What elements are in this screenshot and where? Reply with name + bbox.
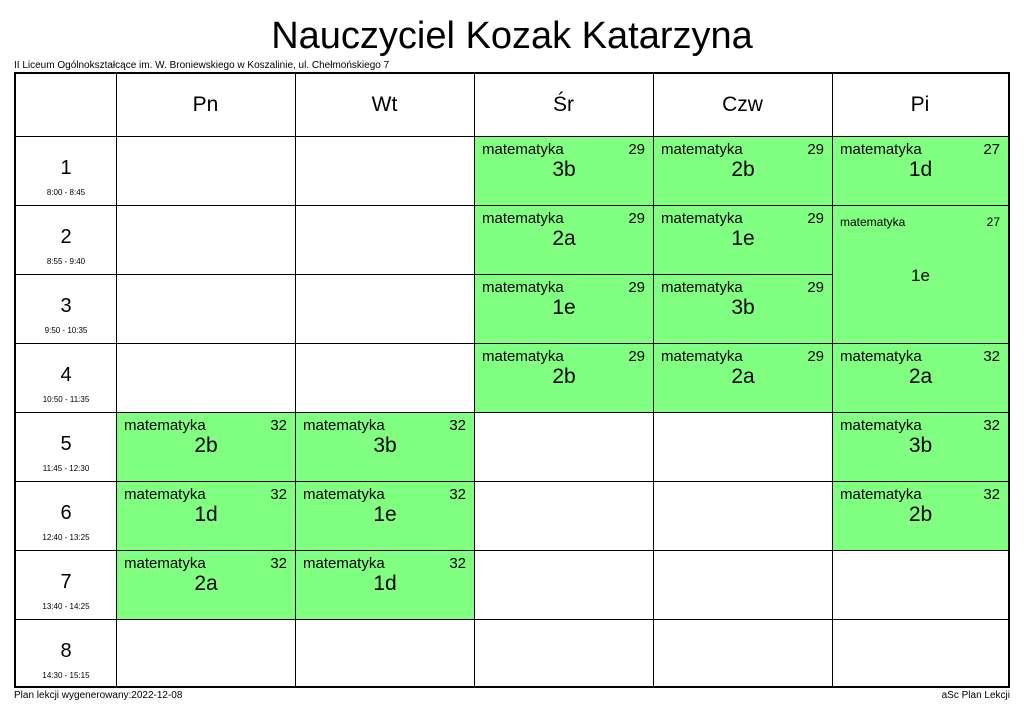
- lesson-subject: matematyka: [303, 417, 385, 434]
- school-name: II Liceum Ogólnokształcące im. W. Broniewskiego w Koszalinie, ul. Chełmońskiego 7: [14, 60, 390, 71]
- lesson-class: 1e: [731, 227, 755, 250]
- period-time: 13:40 - 14:25: [42, 602, 90, 611]
- lesson-cell[interactable]: [296, 551, 475, 620]
- lesson-room: 32: [270, 486, 287, 503]
- period-label: [16, 343, 116, 412]
- generated-date: Plan lekcji wygenerowany:2022-12-08: [14, 690, 183, 701]
- lesson-cell[interactable]: [833, 344, 1008, 413]
- lesson-room: 32: [270, 417, 287, 434]
- lesson-cell[interactable]: [654, 275, 833, 344]
- lesson-room: 29: [807, 141, 824, 158]
- lesson-class: 2b: [552, 365, 576, 388]
- day-header: Śr: [553, 93, 574, 116]
- lesson-cell[interactable]: [475, 137, 654, 206]
- lesson-room: 29: [628, 279, 645, 296]
- lesson-subject: matematyka: [482, 279, 564, 296]
- lesson-class: 3b: [908, 434, 933, 457]
- lesson-room: 29: [628, 210, 645, 227]
- lesson-cell[interactable]: [475, 275, 654, 344]
- lesson-class: 3b: [731, 296, 755, 319]
- lesson-subject: matematyka: [840, 348, 922, 365]
- lesson-class: 1e: [552, 296, 576, 319]
- lesson-subject: matematyka: [661, 210, 743, 227]
- period-label: [16, 136, 116, 205]
- lesson-cell[interactable]: [833, 413, 1008, 482]
- lesson-subject: matematyka: [303, 486, 385, 503]
- lesson-cell[interactable]: [117, 551, 296, 620]
- lesson-room: 32: [983, 348, 1000, 365]
- lesson-class: 2a: [731, 365, 755, 388]
- period-number: 3: [60, 295, 72, 317]
- period-time: 11:45 - 12:30: [42, 464, 90, 473]
- page-title: Nauczyciel Kozak Katarzyna: [271, 15, 753, 57]
- lesson-class: 1d: [373, 572, 397, 595]
- period-label: [16, 550, 116, 619]
- lesson-subject: matematyka: [840, 486, 922, 503]
- lesson-subject: matematyka: [840, 215, 906, 229]
- lesson-room: 32: [449, 486, 466, 503]
- lesson-subject: matematyka: [840, 417, 922, 434]
- software-name: aSc Plan Lekcji: [941, 690, 1010, 701]
- period-number: 6: [60, 502, 72, 524]
- lesson-room: 27: [986, 215, 1000, 229]
- lesson-class: 3b: [373, 434, 397, 457]
- lesson-room: 32: [449, 417, 466, 434]
- day-header: Pn: [192, 93, 219, 116]
- lesson-class: 2b: [908, 503, 933, 526]
- lesson-subject: matematyka: [661, 348, 743, 365]
- lesson-cell[interactable]: [475, 344, 654, 413]
- lesson-subject: matematyka: [124, 486, 206, 503]
- lesson-class: 2a: [908, 365, 933, 388]
- period-label: [16, 205, 116, 274]
- lesson-cell[interactable]: [833, 482, 1008, 551]
- lesson-cell[interactable]: [475, 206, 654, 275]
- period-number: 4: [60, 364, 72, 386]
- lesson-cell[interactable]: [296, 482, 475, 551]
- lesson-class: 1d: [908, 158, 933, 181]
- period-label: [16, 412, 116, 481]
- period-time: 8:55 - 9:40: [46, 257, 86, 266]
- period-time: 10:50 - 11:35: [42, 395, 90, 404]
- period-label: [16, 619, 116, 686]
- lesson-room: 32: [983, 486, 1000, 503]
- lesson-subject: matematyka: [661, 279, 743, 296]
- lesson-room: 32: [983, 417, 1000, 434]
- lesson-class: 2b: [731, 158, 755, 181]
- lesson-cell[interactable]: [117, 413, 296, 482]
- period-number: 8: [60, 640, 72, 662]
- lesson-cell[interactable]: [117, 482, 296, 551]
- lesson-subject: matematyka: [482, 210, 564, 227]
- lesson-room: 29: [807, 279, 824, 296]
- period-number: 1: [60, 157, 72, 179]
- lesson-subject: matematyka: [124, 417, 206, 434]
- lesson-subject: matematyka: [661, 141, 743, 158]
- day-header: Pi: [910, 93, 930, 116]
- lesson-subject: matematyka: [840, 141, 922, 158]
- period-time: 14:30 - 15:15: [42, 671, 90, 680]
- period-number: 2: [60, 226, 72, 248]
- lesson-room: 27: [983, 141, 1000, 158]
- timetable-grid: [14, 72, 1010, 688]
- lesson-cell[interactable]: [654, 137, 833, 206]
- lesson-room: 32: [270, 555, 287, 572]
- period-label: [16, 274, 116, 343]
- lesson-subject: matematyka: [303, 555, 385, 572]
- lesson-cell[interactable]: [654, 344, 833, 413]
- lesson-class: 2a: [194, 572, 218, 595]
- lesson-cell[interactable]: [833, 206, 1008, 344]
- period-number: 7: [60, 571, 72, 593]
- lesson-subject: matematyka: [124, 555, 206, 572]
- lesson-room: 32: [449, 555, 466, 572]
- period-time: 12:40 - 13:25: [42, 533, 90, 542]
- period-number: 5: [60, 433, 72, 455]
- lesson-room: 29: [628, 348, 645, 365]
- lesson-room: 29: [807, 210, 824, 227]
- day-header: Czw: [722, 93, 763, 116]
- lesson-class: 1e: [911, 266, 930, 285]
- period-label: [16, 481, 116, 550]
- lesson-class: 1d: [194, 503, 218, 526]
- lesson-subject: matematyka: [482, 348, 564, 365]
- lesson-class: 1e: [373, 503, 397, 526]
- lesson-cell[interactable]: [833, 137, 1008, 206]
- lesson-cell[interactable]: [296, 413, 475, 482]
- lesson-class: 3b: [552, 158, 576, 181]
- lesson-class: 2a: [552, 227, 576, 250]
- lesson-cell[interactable]: [654, 206, 833, 275]
- lesson-subject: matematyka: [482, 141, 564, 158]
- period-time: 9:50 - 10:35: [44, 326, 88, 335]
- day-header: Wt: [371, 93, 398, 116]
- lesson-room: 29: [807, 348, 824, 365]
- lesson-room: 29: [628, 141, 645, 158]
- period-time: 8:00 - 8:45: [46, 188, 86, 197]
- lesson-class: 2b: [194, 434, 218, 457]
